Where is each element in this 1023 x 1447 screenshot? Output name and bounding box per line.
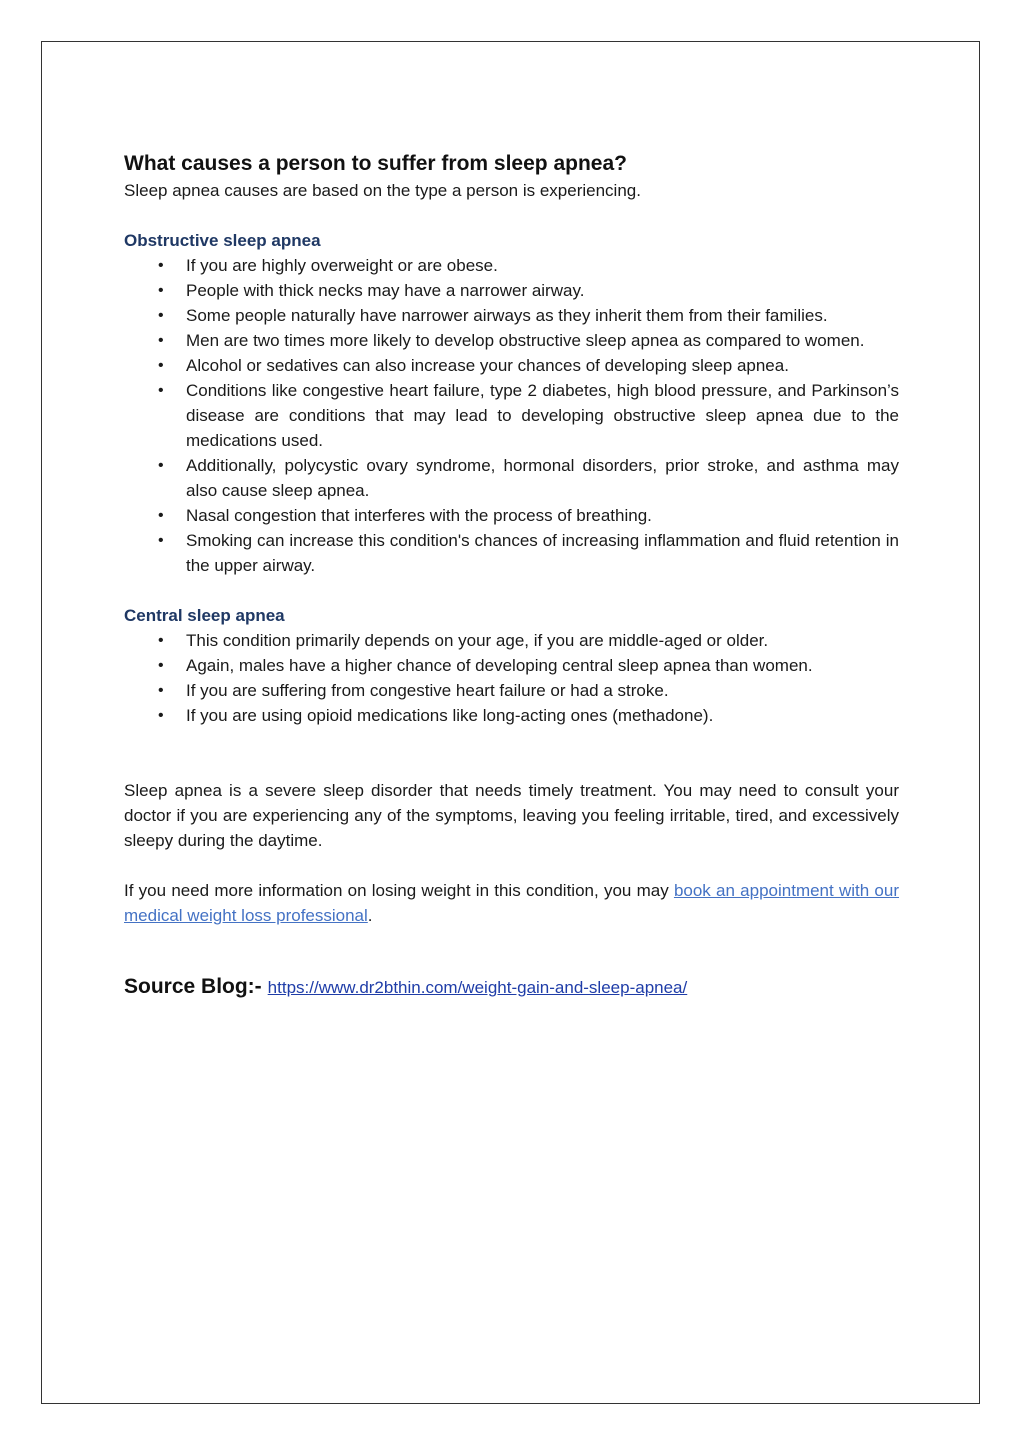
list-item: • If you are using opioid medications like long-acting ones (methadone). [186, 703, 899, 728]
list-item: • Some people naturally have narrower airways as they inherit them from their families. [186, 303, 899, 328]
source-row [124, 975, 899, 999]
source-url-link[interactable]: https://www.dr2bthin.com/weight-gain-and-sleep-apnea/ [267, 978, 688, 997]
list-item: • Additionally, polycystic ovary syndrome, hormonal disorders, prior stroke, and asthma may also cause sleep apnea. [186, 453, 899, 503]
document-content [124, 150, 899, 999]
list-item: • People with thick necks may have a narrower airway. [186, 278, 899, 303]
page-title: What causes a person to suffer from sleep apnea? [124, 152, 627, 175]
list-item: • Nasal congestion that interferes with the process of breathing. [186, 503, 899, 528]
section-heading-obstructive: Obstructive sleep apnea [124, 231, 321, 250]
list-item: • This condition primarily depends on your age, if you are middle-aged or older. [186, 628, 899, 653]
list-item: • Conditions like congestive heart failure, type 2 diabetes, high blood pressure, and Parkinson’s disease are conditions that may lead to developing obstructive sleep apnea due to the medications used. [186, 378, 899, 453]
list-item: • If you are suffering from congestive heart failure or had a stroke. [186, 678, 899, 703]
section-heading-central: Central sleep apnea [124, 606, 285, 625]
list-item: • If you are highly overweight or are obese. [186, 253, 899, 278]
list-item: • Men are two times more likely to develop obstructive sleep apnea as compared to women. [186, 328, 899, 353]
source-label: Source Blog:- [124, 975, 262, 998]
intro-text: Sleep apnea causes are based on the type a person is experiencing. [124, 181, 641, 200]
list-item: • Smoking can increase this condition's chances of increasing inflammation and fluid retention in the upper airway. [186, 528, 899, 578]
list-item: • Again, males have a higher chance of developing central sleep apnea than women. [186, 653, 899, 678]
cta-prefix: If you need more information on losing weight in this condition, you may [124, 881, 674, 900]
cta-paragraph [124, 878, 899, 928]
obstructive-list [124, 253, 899, 578]
cta-suffix: . [367, 906, 373, 925]
book-appointment-link[interactable]: book an appointment with our medical weight loss professional [124, 881, 899, 925]
central-list [124, 628, 899, 728]
summary-paragraph: Sleep apnea is a severe sleep disorder that needs timely treatment. You may need to consult your doctor if you are experiencing any of the symptoms, leaving you feeling irritable, tired, and excessively sleepy during the daytime. [124, 781, 899, 850]
list-item: • Alcohol or sedatives can also increase your chances of developing sleep apnea. [186, 353, 899, 378]
